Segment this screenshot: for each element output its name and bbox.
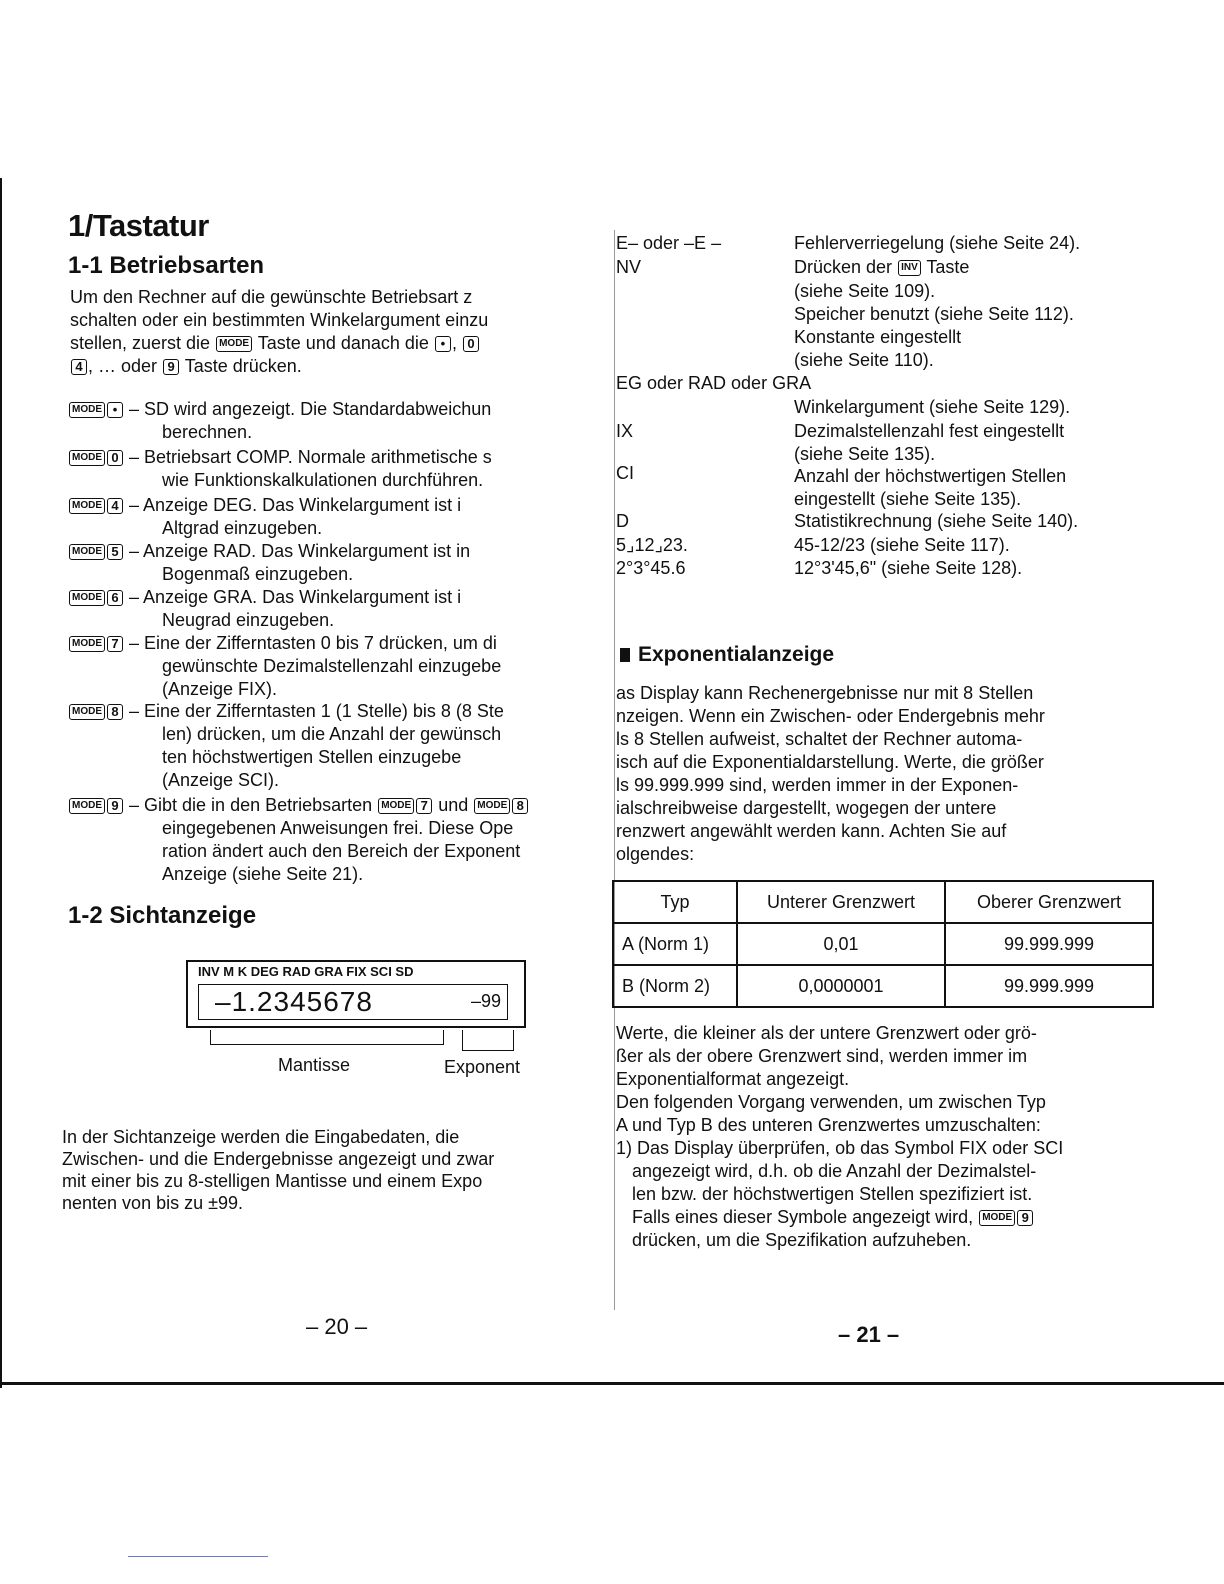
seven-key: 7 [416,798,432,814]
table-cell: A (Norm 1) [613,923,737,965]
eight-key: 8 [107,704,123,720]
intro-text: oder [121,356,158,376]
para2-line-2: ßer als der obere Grenzwert sind, werden immer im [616,1046,1028,1066]
lcd-annunciators: INV M K DEG RAD GRA FIX SCI SD [198,964,414,979]
page-number-left: – 20 – [306,1314,368,1339]
section-bullet [620,648,630,662]
mode-row-sci [68,700,504,722]
dot-key: • [435,336,451,352]
para1-line-8: olgendes: [616,844,695,864]
symbol-sd: D [616,511,629,531]
mode-key: MODE [216,336,252,352]
symbol-dms-desc: 12°3'45,6" (siehe Seite 128). [794,558,1023,578]
intro-text: Taste drücken. [184,356,302,376]
mode-row-deg [68,494,461,516]
lcd-mantissa: –1.2345678 [215,986,373,1017]
para1-line-2: nzeigen. Wenn ein Zwischen- oder Endergebnis mehr [616,706,1045,726]
lcd-exponent: –99 [470,991,501,1011]
page-number-right: – 21 – [838,1322,900,1347]
table-header-cell: Unterer Grenzwert [737,881,945,923]
intro-line-4: 4 , … oder 9 Taste drücken. [70,355,302,377]
table-row [613,923,1153,965]
mode-desc-cont: Anzeige (siehe Seite 21). [162,864,364,884]
table-cell: 99.999.999 [945,923,1153,965]
mode-row-clear [68,794,529,816]
table-cell: 0,0000001 [737,965,945,1007]
symbol-desc-text: Drücken der [794,257,893,277]
mode-desc: – Anzeige RAD. Das Winkelargument ist in [129,541,471,561]
table-cell: 0,01 [737,923,945,965]
para1-line-5: ls 99.999.999 sind, werden immer in der Exponen- [616,775,1019,795]
section-heading-sichtanzeige: 1-2 Sichtanzeige [68,902,257,929]
mode-desc: – Anzeige DEG. Das Winkelargument ist i [129,495,462,515]
table-cell: 99.999.999 [945,965,1153,1007]
para1-line-3: ls 8 Stellen aufweist, schaltet der Rechner automa- [616,729,1023,749]
para1-line-4: isch auf die Exponentialdarstellung. Werte, die größer [616,752,1044,772]
para1-line-6: ialschreibweise dargestellt, wogegen der untere [616,798,997,818]
para1-line-7: renzwert angewählt werden kann. Achten Sie auf [616,821,1007,841]
mode-key: MODE [69,636,105,652]
mode-desc-cont: berechnen. [162,422,253,442]
para2-line-5: A und Typ B des unteren Grenzwertes umzuschalten: [616,1115,1041,1135]
symbol-error: E– oder –E – [616,233,722,253]
mode-desc: – SD wird angezeigt. Die Standardabweichun [129,399,492,419]
mode-row-comp [68,446,492,468]
section-heading-betriebsarten: 1-1 Betriebsarten [68,252,265,279]
para2-line-4: Den folgenden Vorgang verwenden, um zwischen Typ [616,1092,1046,1112]
symbol-inv-desc [794,256,969,278]
mode-desc: – Anzeige GRA. Das Winkelargument ist i [129,587,462,607]
mode-row-fix [68,632,497,654]
mode-desc: und [438,795,469,815]
limits-table [612,880,1154,1008]
symbol-angle: EG oder RAD oder GRA [616,373,812,393]
symbol-fraction: 5⌟12⌟23. [616,535,688,555]
symbol-const-desc-2: (siehe Seite 110). [794,350,934,370]
dot-key: • [107,402,123,418]
outro-line-4: nenten von bis zu ±99. [62,1193,244,1213]
five-key: 5 [107,544,123,560]
table-header-cell: Typ [613,881,737,923]
outro-line-2: Zwischen- und die Endergebnisse angezeigt und zwar [62,1149,495,1169]
para2-line-3: Exponentialformat angezeigt. [616,1069,850,1089]
nine-key: 9 [107,798,123,814]
symbol-inv: NV [616,257,642,277]
outro-line-1: In der Sichtanzeige werden die Eingabedaten, die [62,1127,460,1147]
footer-link-line [128,1556,268,1557]
mode-desc-cont: gewünschte Dezimalstellenzahl einzugebe [162,656,502,676]
symbol-dms: 2°3°45.6 [616,558,686,578]
symbol-fix-desc-2: (siehe Seite 135). [794,444,936,464]
symbol-angle-desc: Winkelargument (siehe Seite 129). [794,397,1071,417]
bottom-rule [0,1382,1224,1385]
mode-key: MODE [69,544,105,560]
intro-text: Taste und danach die [257,333,429,353]
symbol-sci-desc: Anzahl der höchstwertigen Stellen [794,466,1067,486]
symbol-memory-desc: Speicher benutzt (siehe Seite 112). [794,304,1074,324]
page-split [614,230,615,1310]
exponent-bracket [462,1030,514,1051]
symbol-sd-desc: Statistikrechnung (siehe Seite 140). [794,511,1079,531]
mode-desc: – Eine der Zifferntasten 0 bis 7 drücken, um di [129,633,497,653]
mode-key: MODE [474,798,510,814]
mode-desc-cont: Altgrad einzugeben. [162,518,323,538]
intro-line-1: Um den Rechner auf die gewünschte Betriebsart z [70,287,473,307]
mode-desc: – Eine der Zifferntasten 1 (1 Stelle) bis 8 (8 Ste [129,701,504,721]
lcd-digit-window [198,984,508,1020]
top-left-border [0,178,2,1388]
mode-desc-cont: Neugrad einzugeben. [162,610,335,630]
six-key: 6 [107,590,123,606]
symbol-error-desc: Fehlerverriegelung (siehe Seite 24). [794,233,1081,253]
inv-key: INV [898,260,921,276]
symbol-const-desc: Konstante eingestellt [794,327,962,347]
mode-row-rad [68,540,470,562]
table-header-cell: Oberer Grenzwert [945,881,1153,923]
mode-key: MODE [69,798,105,814]
mode-desc: – Gibt die in den Betriebsarten [129,795,373,815]
step-line-5: drücken, um die Spezifikation aufzuheben. [632,1230,972,1250]
symbol-sci-desc-2: eingestellt (siehe Seite 135). [794,489,1022,509]
exponent-label: Exponent [444,1057,521,1077]
lcd-display-illustration [186,960,526,1028]
nine-key: 9 [1017,1210,1033,1226]
mode-desc-cont: len) drücken, um die Anzahl der gewünsch [162,724,502,744]
symbol-inv-desc-2: (siehe Seite 109). [794,281,936,301]
mantissa-bracket [210,1030,444,1045]
symbol-fix-desc: Dezimalstellenzahl fest eingestellt [794,421,1065,441]
mode-row-sd [68,398,491,420]
nine-key: 9 [163,359,179,375]
mode-desc: – Betriebsart COMP. Normale arithmetische s [129,447,492,467]
symbol-sci: CI [616,463,634,483]
intro-text: stellen, zuerst die [70,333,211,353]
mantissa-label: Mantisse [278,1055,351,1075]
step-line-1: 1) Das Display überprüfen, ob das Symbol FIX oder SCI [616,1138,1064,1158]
symbol-fraction-desc: 45-12/23 (siehe Seite 117). [794,535,1010,555]
mode-key: MODE [69,590,105,606]
mode-desc-cont: (Anzeige SCI). [162,770,280,790]
table-row [613,965,1153,1007]
mode-desc-cont: wie Funktionskalkulationen durchführen. [162,470,484,490]
seven-key: 7 [107,636,123,652]
mode-key: MODE [979,1210,1015,1226]
para2-line-1: Werte, die kleiner als der untere Grenzwert oder grö- [616,1023,1037,1043]
eight-key: 8 [512,798,528,814]
symbol-fix: IX [616,421,634,441]
symbol-desc-text: Taste [926,257,970,277]
step-line-3: len bzw. der höchstwertigen Stellen spezifiziert ist. [632,1184,1033,1204]
para1-line-1: as Display kann Rechenergebnisse nur mit 8 Stellen [616,683,1034,703]
mode-desc-cont: ration ändert auch den Bereich der Exponent [162,841,521,861]
mode-key: MODE [378,798,414,814]
intro-line-3: stellen, zuerst die MODE Taste und danach die • , 0 [70,332,480,354]
mode-desc-cont: ten höchstwertigen Stellen einzugebe [162,747,462,767]
table-header-row [613,881,1153,923]
zero-key: 0 [107,450,123,466]
mode-row-gra [68,586,461,608]
mode-desc-cont: (Anzeige FIX). [162,679,278,699]
step-line-2: angezeigt wird, d.h. ob die Anzahl der Dezimalstel- [632,1161,1037,1181]
page-title: 1/Tastatur [68,208,209,243]
four-key: 4 [71,359,87,375]
outro-line-3: mit einer bis zu 8-stelligen Mantisse und einem Expo [62,1171,483,1191]
mode-key: MODE [69,450,105,466]
step-line-4 [632,1206,1034,1228]
zero-key: 0 [463,336,479,352]
mode-key: MODE [69,704,105,720]
step-text: Falls eines dieser Symbole angezeigt wird, [632,1207,974,1227]
mode-key: MODE [69,402,105,418]
mode-key: MODE [69,498,105,514]
table-cell: B (Norm 2) [613,965,737,1007]
mode-desc-cont: eingegebenen Anweisungen frei. Diese Ope [162,818,514,838]
intro-line-2: schalten oder ein bestimmten Winkelargument einzu [70,310,489,330]
section-heading-exponentialanzeige: Exponentialanzeige [638,643,835,666]
four-key: 4 [107,498,123,514]
mode-desc-cont: Bogenmaß einzugeben. [162,564,354,584]
